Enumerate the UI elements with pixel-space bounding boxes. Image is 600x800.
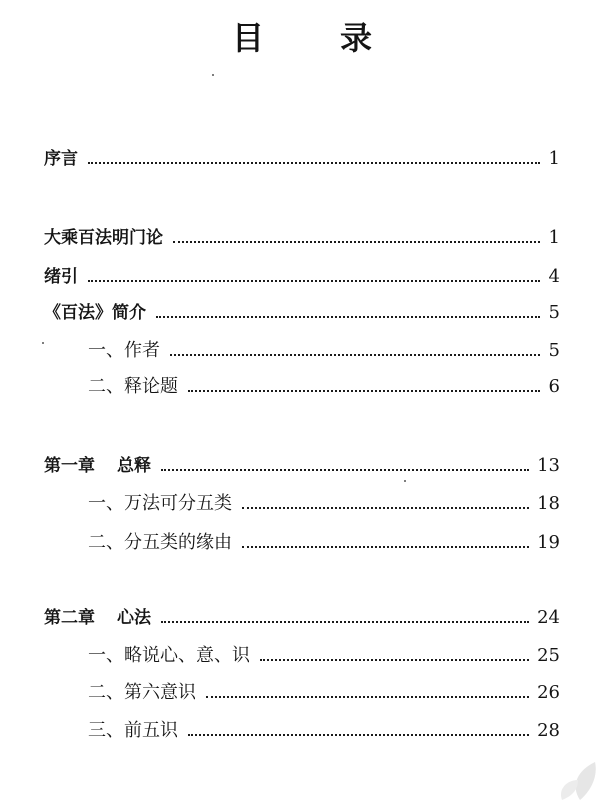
toc-leader-dots xyxy=(188,734,529,736)
toc-subentry-sixth-consciousness[interactable] xyxy=(88,678,560,708)
toc-leader-dots xyxy=(206,696,529,698)
toc-page-number: 1 xyxy=(548,227,560,248)
toc-entry-overview[interactable] xyxy=(44,298,560,328)
toc-page-number: 5 xyxy=(548,302,560,323)
toc-entry-label: 一、万法可分五类 xyxy=(88,493,232,514)
toc-entry-treatise[interactable] xyxy=(44,223,560,253)
toc-page-number: 18 xyxy=(537,493,560,514)
toc-page-number: 26 xyxy=(537,682,560,703)
toc-leader-dots xyxy=(260,659,529,661)
toc-leader-dots xyxy=(156,316,540,318)
toc-entry-label: 一、作者 xyxy=(88,340,160,361)
toc-leader-dots xyxy=(188,390,540,392)
toc-leader-dots xyxy=(161,469,529,471)
toc-entry-label: 二、第六意识 xyxy=(88,682,196,703)
page-title xyxy=(0,16,600,60)
toc-page-number: 4 xyxy=(548,266,560,287)
toc-page-number: 19 xyxy=(537,532,560,553)
toc-chapter-number: 第二章 xyxy=(44,608,95,628)
toc-subentry-mind-intellect-consciousness[interactable] xyxy=(88,641,560,671)
toc-page-number: 13 xyxy=(537,455,560,476)
toc-page-number: 24 xyxy=(537,607,560,628)
scan-speck xyxy=(404,480,406,482)
toc-chapter-label xyxy=(44,451,151,481)
toc-subentry-five-consciousnesses[interactable] xyxy=(88,716,560,746)
toc-entry-introduction[interactable] xyxy=(44,262,560,292)
leaf-watermark-icon xyxy=(540,740,600,800)
toc-leader-dots xyxy=(88,280,540,282)
scan-speck xyxy=(212,74,214,76)
toc-entry-label: 大乘百法明门论 xyxy=(44,228,163,248)
toc-page-number: 1 xyxy=(548,148,560,169)
toc-leader-dots xyxy=(242,507,529,509)
toc-leader-dots xyxy=(173,241,540,243)
toc-page-number: 28 xyxy=(537,720,560,741)
toc-entry-label: 一、略说心、意、识 xyxy=(88,645,250,666)
toc-entry-label: 《百法》简介 xyxy=(44,303,146,323)
toc-entry-label: 三、前五识 xyxy=(88,720,178,741)
toc-leader-dots xyxy=(161,621,529,623)
toc-page-number: 25 xyxy=(537,645,560,666)
toc-chapter-label xyxy=(44,603,151,633)
toc-chapter-1[interactable] xyxy=(44,451,560,481)
toc-leader-dots xyxy=(170,354,540,356)
toc-chapter-title: 心法 xyxy=(117,608,151,628)
toc-entry-label: 二、释论题 xyxy=(88,376,178,397)
toc-subentry-reasons[interactable] xyxy=(88,528,560,558)
toc-leader-dots xyxy=(88,162,540,164)
page-title-char-2: 录 xyxy=(340,19,373,57)
scan-speck xyxy=(42,342,44,344)
toc-chapter-number: 第一章 xyxy=(44,456,95,476)
toc-page-number: 5 xyxy=(548,340,560,361)
toc-chapter-2[interactable] xyxy=(44,603,560,633)
toc-chapter-title: 总释 xyxy=(117,456,151,476)
toc-entry-label: 二、分五类的缘由 xyxy=(88,532,232,553)
toc-subentry-author[interactable] xyxy=(88,336,560,366)
toc-subentry-title-explanation[interactable] xyxy=(88,372,560,402)
page-title-char-1: 目 xyxy=(232,19,265,57)
toc-page-number: 6 xyxy=(548,376,560,397)
toc-subentry-five-categories[interactable] xyxy=(88,489,560,519)
toc-entry-label: 绪引 xyxy=(44,267,78,287)
toc-leader-dots xyxy=(242,546,529,548)
toc-entry-preface[interactable] xyxy=(44,144,560,174)
toc-entry-label: 序言 xyxy=(44,149,78,169)
